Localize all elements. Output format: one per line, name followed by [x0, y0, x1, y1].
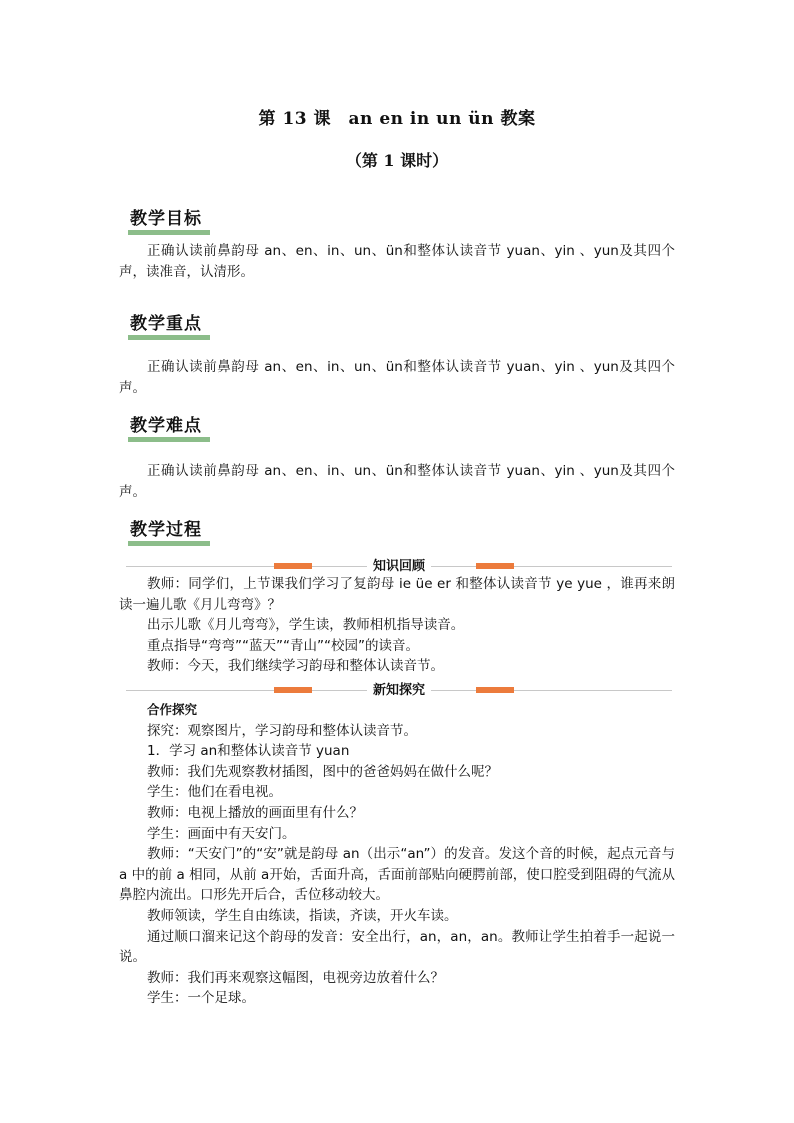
- section-heading-goal: 教学目标: [128, 204, 206, 232]
- review-line: 重点指导“弯弯”“蓝天”“青山”“校园”的读音。: [147, 637, 419, 654]
- explore-line: 1．学习 an和整体认读音节 yuan: [147, 743, 350, 760]
- review-line: 教师：今天，我们继续学习韵母和整体认读音节。: [147, 658, 444, 675]
- explore-body: [119, 700, 675, 1009]
- divider-label-explore: 新知探究: [367, 683, 431, 698]
- explore-line: 探究：观察图片，学习韵母和整体认读音节。: [147, 722, 417, 739]
- divider-review: [126, 559, 672, 573]
- section-text-key: 正确认读前鼻韵母 an、en、in、un、ün和整体认读音节 yuan、yin 、yun及其四个声。: [119, 359, 675, 396]
- section-heading-key: 教学重点: [128, 309, 206, 337]
- review-line: 出示儿歌《月儿弯弯》，学生读，教师相机指导读音。: [147, 617, 465, 634]
- explore-line: 教师：“天安门”的“安”就是韵母 an（出示“an”）的发音。发这个音的时候，起点元音与 a 中的前 a 相同，从前 a开始，舌面升高，舌面前部贴向硬腭前部，使口腔受到阻碍的气流从鼻腔内流出。口形先开后合，舌位移动较大。: [119, 846, 675, 904]
- explore-line: 教师领读，学生自由练读，指读，齐读，开火车读。: [147, 907, 458, 924]
- explore-subheading: 合作探究: [147, 702, 198, 717]
- section-heading-process: 教学过程: [128, 515, 206, 543]
- explore-line: 教师：我们先观察教材插图，图中的爸爸妈妈在做什么呢？: [147, 763, 498, 780]
- explore-line: 学生：一个足球。: [147, 990, 255, 1007]
- page-subtitle: （第 1 课时）: [345, 151, 449, 170]
- section-text-goal: 正确认读前鼻韵母 an、en、in、un、ün和整体认读音节 yuan、yin 、yun及其四个声，读准音，认清形。: [119, 243, 675, 280]
- review-line: 教师：同学们，上节课我们学习了复韵母 ie üe er 和整体认读音节 ye yue ，谁再来朗读一遍儿歌《月儿弯弯》？: [119, 576, 675, 613]
- section-heading-difficult: 教学难点: [128, 411, 206, 439]
- explore-line: 学生：画面中有天安门。: [147, 825, 296, 842]
- section-text-difficult: 正确认读前鼻韵母 an、en、in、un、ün和整体认读音节 yuan、yin 、yun及其四个声。: [119, 463, 675, 500]
- explore-line: 教师：电视上播放的画面里有什么？: [147, 804, 363, 821]
- explore-line: 教师：我们再来观察这幅图，电视旁边放着什么？: [147, 969, 444, 986]
- divider-explore: [126, 683, 672, 697]
- divider-label-review: 知识回顾: [367, 559, 431, 574]
- explore-line: 通过顺口溜来记这个韵母的发音：安全出行，an，an，an。教师让学生拍着手一起说一说。: [119, 928, 675, 966]
- review-body: [119, 574, 675, 677]
- page-title: 第 13 课 an en in un ün 教案: [258, 109, 536, 129]
- explore-line: 学生：他们在看电视。: [147, 784, 282, 801]
